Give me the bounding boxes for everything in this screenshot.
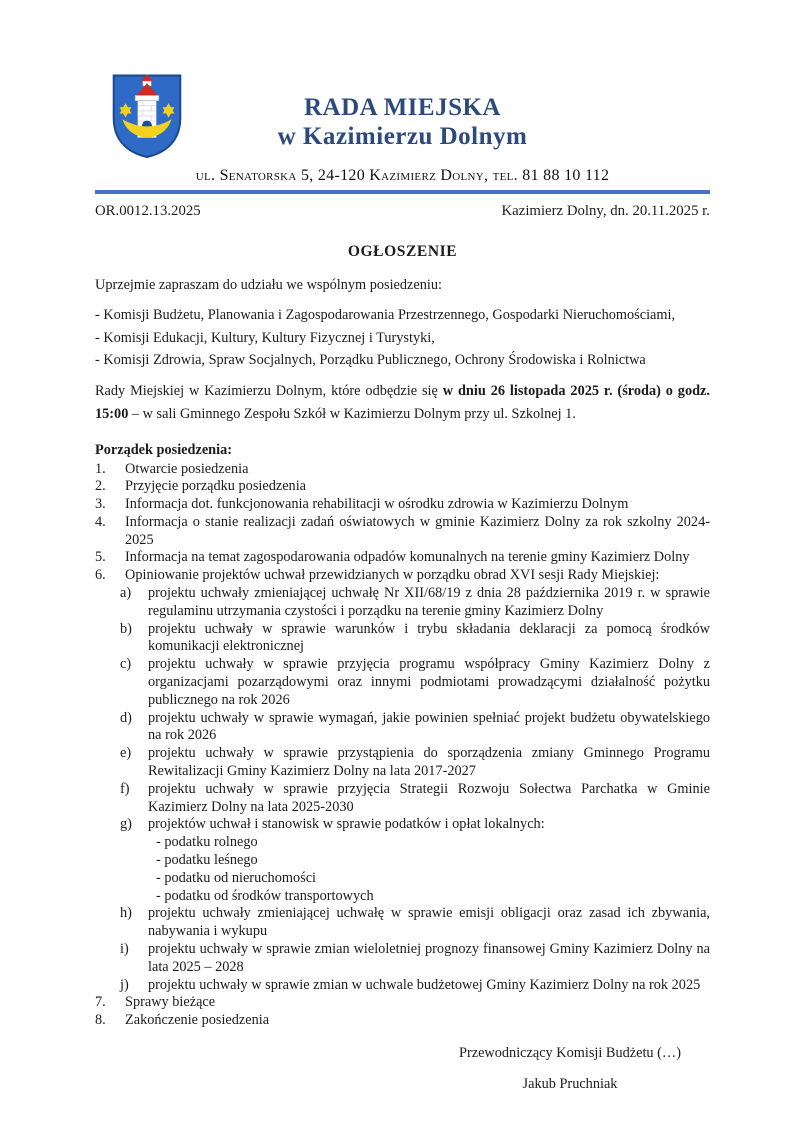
agenda-item bbox=[95, 461, 710, 479]
agenda-subitem-text: projektu uchwały w sprawie warunków i trybu składania deklaracji za pomocą środków komunikacji elektronicznej bbox=[148, 620, 710, 655]
session-paragraph bbox=[95, 380, 710, 426]
agenda-item-marker: 6. bbox=[95, 567, 106, 584]
agenda-subitem-text: projektu uchwały zmieniającej uchwałę w sprawie emisji obligacji oraz zasad ich zbywania, nabywania i wykupu bbox=[148, 905, 710, 940]
committee-item: - Komisji Budżetu, Planowania i Zagospodarowania Przestrzennego, Gospodarki Nieruchomościami, bbox=[95, 307, 676, 323]
agenda-heading: Porządek posiedzenia: bbox=[95, 441, 233, 458]
agenda-subitem bbox=[95, 781, 710, 817]
agenda-subitem bbox=[95, 977, 710, 995]
agenda-subitem-marker: j) bbox=[120, 976, 129, 993]
agenda-item-marker: 8. bbox=[95, 1012, 106, 1029]
agenda-list bbox=[95, 461, 710, 1031]
agenda-subitem-text: projektu uchwały w sprawie przyjęcia Strategii Rozwoju Sołectwa Parchatka w Gminie Kazimierz Dolny na lata 2025-2030 bbox=[148, 780, 710, 815]
agenda-item-text: Informacja na temat zagospodarowania odpadów komunalnych na terenie gminy Kazimierz Dolny bbox=[125, 549, 690, 566]
agenda-item-text: Informacja dot. funkcjonowania rehabilitacji w ośrodku zdrowia w Kazimierzu Dolnym bbox=[125, 496, 629, 513]
agenda-subitem-marker: g) bbox=[120, 816, 132, 833]
agenda-item-marker: 1. bbox=[95, 460, 106, 477]
agenda-subitem bbox=[95, 745, 710, 781]
committee-list bbox=[95, 304, 710, 372]
agenda-subitem-marker: d) bbox=[120, 709, 132, 726]
agenda-subitem-text: projektów uchwał i stanowisk w sprawie podatków i opłat lokalnych: - podatku rolnego - podatku leśnego - podatku od nieruchomości - podatku od środków transportowych bbox=[148, 816, 710, 905]
org-name-line2: w Kazimierzu Dolnym bbox=[277, 123, 528, 150]
signatory-name: Jakub Pruchniak bbox=[522, 1076, 618, 1092]
agenda-item-text: Informacja o stanie realizacji zadań oświatowych w gminie Kazimierz Dolny za rok szkolny 2024-2025 bbox=[125, 513, 710, 548]
intro-paragraph: Uprzejmie zapraszam do udziału we wspólnym posiedzeniu: bbox=[95, 277, 442, 293]
agenda-item bbox=[95, 1012, 710, 1030]
tax-line: - podatku od nieruchomości bbox=[156, 869, 317, 886]
place-and-date: Kazimierz Dolny, dn. 20.11.2025 r. bbox=[501, 203, 710, 219]
tax-line: - podatku leśnego bbox=[156, 852, 258, 869]
agenda-item bbox=[95, 994, 710, 1012]
agenda-subitem-text: projektu uchwały w sprawie zmian w uchwale budżetowej Gminy Kazimierz Dolny na rok 2025 bbox=[148, 976, 701, 993]
agenda-item bbox=[95, 567, 710, 585]
agenda-item-marker: 7. bbox=[95, 994, 106, 1011]
coat-of-arms-icon bbox=[111, 73, 183, 159]
agenda-subitem bbox=[95, 656, 710, 709]
reference-number: OR.0012.13.2025 bbox=[95, 203, 201, 219]
agenda-subitem-text: projektu uchwały w sprawie wymagań, jakie powinien spełniać projekt budżetu obywatelskiego na rok 2026 bbox=[148, 709, 710, 744]
agenda-item-marker: 2. bbox=[95, 478, 106, 495]
agenda-subitem-text: projektu uchwały w sprawie przyjęcia programu współpracy Gminy Kazimierz Dolny z organizacjami pozarządowymi oraz innymi podmiotami prowadzącymi działalność pożytku publicznego na rok 2026 bbox=[148, 656, 710, 708]
agenda-subitem-marker: f) bbox=[120, 780, 130, 797]
committee-item: - Komisji Edukacji, Kultury, Kultury Fizycznej i Turystyki, bbox=[95, 329, 435, 346]
agenda-subitem-marker: b) bbox=[120, 620, 132, 637]
signature-block bbox=[430, 1044, 710, 1093]
agenda-subitem-marker: i) bbox=[120, 941, 129, 958]
agenda-item-text: Sprawy bieżące bbox=[125, 994, 216, 1011]
agenda-item-text: Opiniowanie projektów uchwał przewidzianych w porządku obrad XVI sesji Rady Miejskiej: bbox=[125, 567, 660, 584]
agenda-item-marker: 4. bbox=[95, 513, 106, 530]
document-body bbox=[95, 274, 710, 1093]
agenda-subitem bbox=[95, 941, 710, 977]
signatory-title: Przewodniczący Komisji Budżetu (…) bbox=[459, 1045, 681, 1061]
agenda-subitem-text: projektu uchwały w sprawie zmian wieloletniej prognozy finansowej Gminy Kazimierz Dolny na lata 2025 – 2028 bbox=[148, 941, 710, 975]
agenda-item bbox=[95, 478, 710, 496]
agenda-subitem-marker: c) bbox=[120, 656, 132, 673]
agenda-item-marker: 3. bbox=[95, 496, 106, 513]
org-address: ul. Senatorska 5, 24-120 Kazimierz Dolny, tel. 81 88 10 112 bbox=[195, 167, 610, 184]
org-name-line1: RADA MIEJSKA bbox=[304, 94, 501, 121]
meta-row bbox=[95, 203, 710, 220]
agenda-subitem bbox=[95, 816, 710, 905]
agenda-subitem bbox=[95, 621, 710, 657]
agenda-subitem-marker: e) bbox=[120, 745, 132, 762]
tax-line: - podatku od środków transportowych bbox=[156, 887, 374, 904]
session-text-pre: Rady Miejskiej w Kazimierzu Dolnym, które odbędzie się bbox=[95, 382, 443, 399]
agenda-item-text: Zakończenie posiedzenia bbox=[125, 1012, 270, 1029]
agenda-subitem-marker: h) bbox=[120, 905, 132, 922]
agenda-subitem-text: projektu uchwały w sprawie przystąpienia do sporządzenia zmiany Gminnego Programu Rewitalizacji Gminy Kazimierz Dolny na lata 2017-2027 bbox=[148, 745, 710, 780]
agenda-item bbox=[95, 496, 710, 514]
agenda-subitem bbox=[95, 585, 710, 621]
tax-line: - podatku rolnego bbox=[156, 834, 258, 851]
agenda-subitem bbox=[95, 905, 710, 941]
session-text-bold: w dniu 26 listopada 2025 r. (środa) o godz. 15:00 bbox=[95, 382, 710, 422]
agenda-subitem-marker: a) bbox=[120, 585, 132, 602]
agenda-subitem-text: projektu uchwały zmieniającej uchwałę Nr XII/68/19 z dnia 28 października 2019 r. w sprawie regulaminu utrzymania czystości i porządku na terenie gminy Kazimierz Dolny bbox=[148, 585, 710, 619]
agenda-item-marker: 5. bbox=[95, 549, 106, 566]
agenda-item bbox=[95, 549, 710, 567]
session-text-post: – w sali Gminnego Zespołu Szkół w Kazimierzu Dolnym przy ul. Szkolnej 1. bbox=[128, 405, 576, 422]
agenda-item-text: Otwarcie posiedzenia bbox=[125, 460, 249, 477]
agenda-item bbox=[95, 514, 710, 550]
committee-item: - Komisji Zdrowia, Spraw Socjalnych, Porządku Publicznego, Ochrony Środowiska i Rolnictwa bbox=[95, 352, 646, 368]
agenda-item-text: Przyjęcie porządku posiedzenia bbox=[125, 478, 307, 495]
agenda-subitem bbox=[95, 710, 710, 746]
document-title: OGŁOSZENIE bbox=[347, 243, 458, 260]
header-divider bbox=[95, 190, 710, 194]
